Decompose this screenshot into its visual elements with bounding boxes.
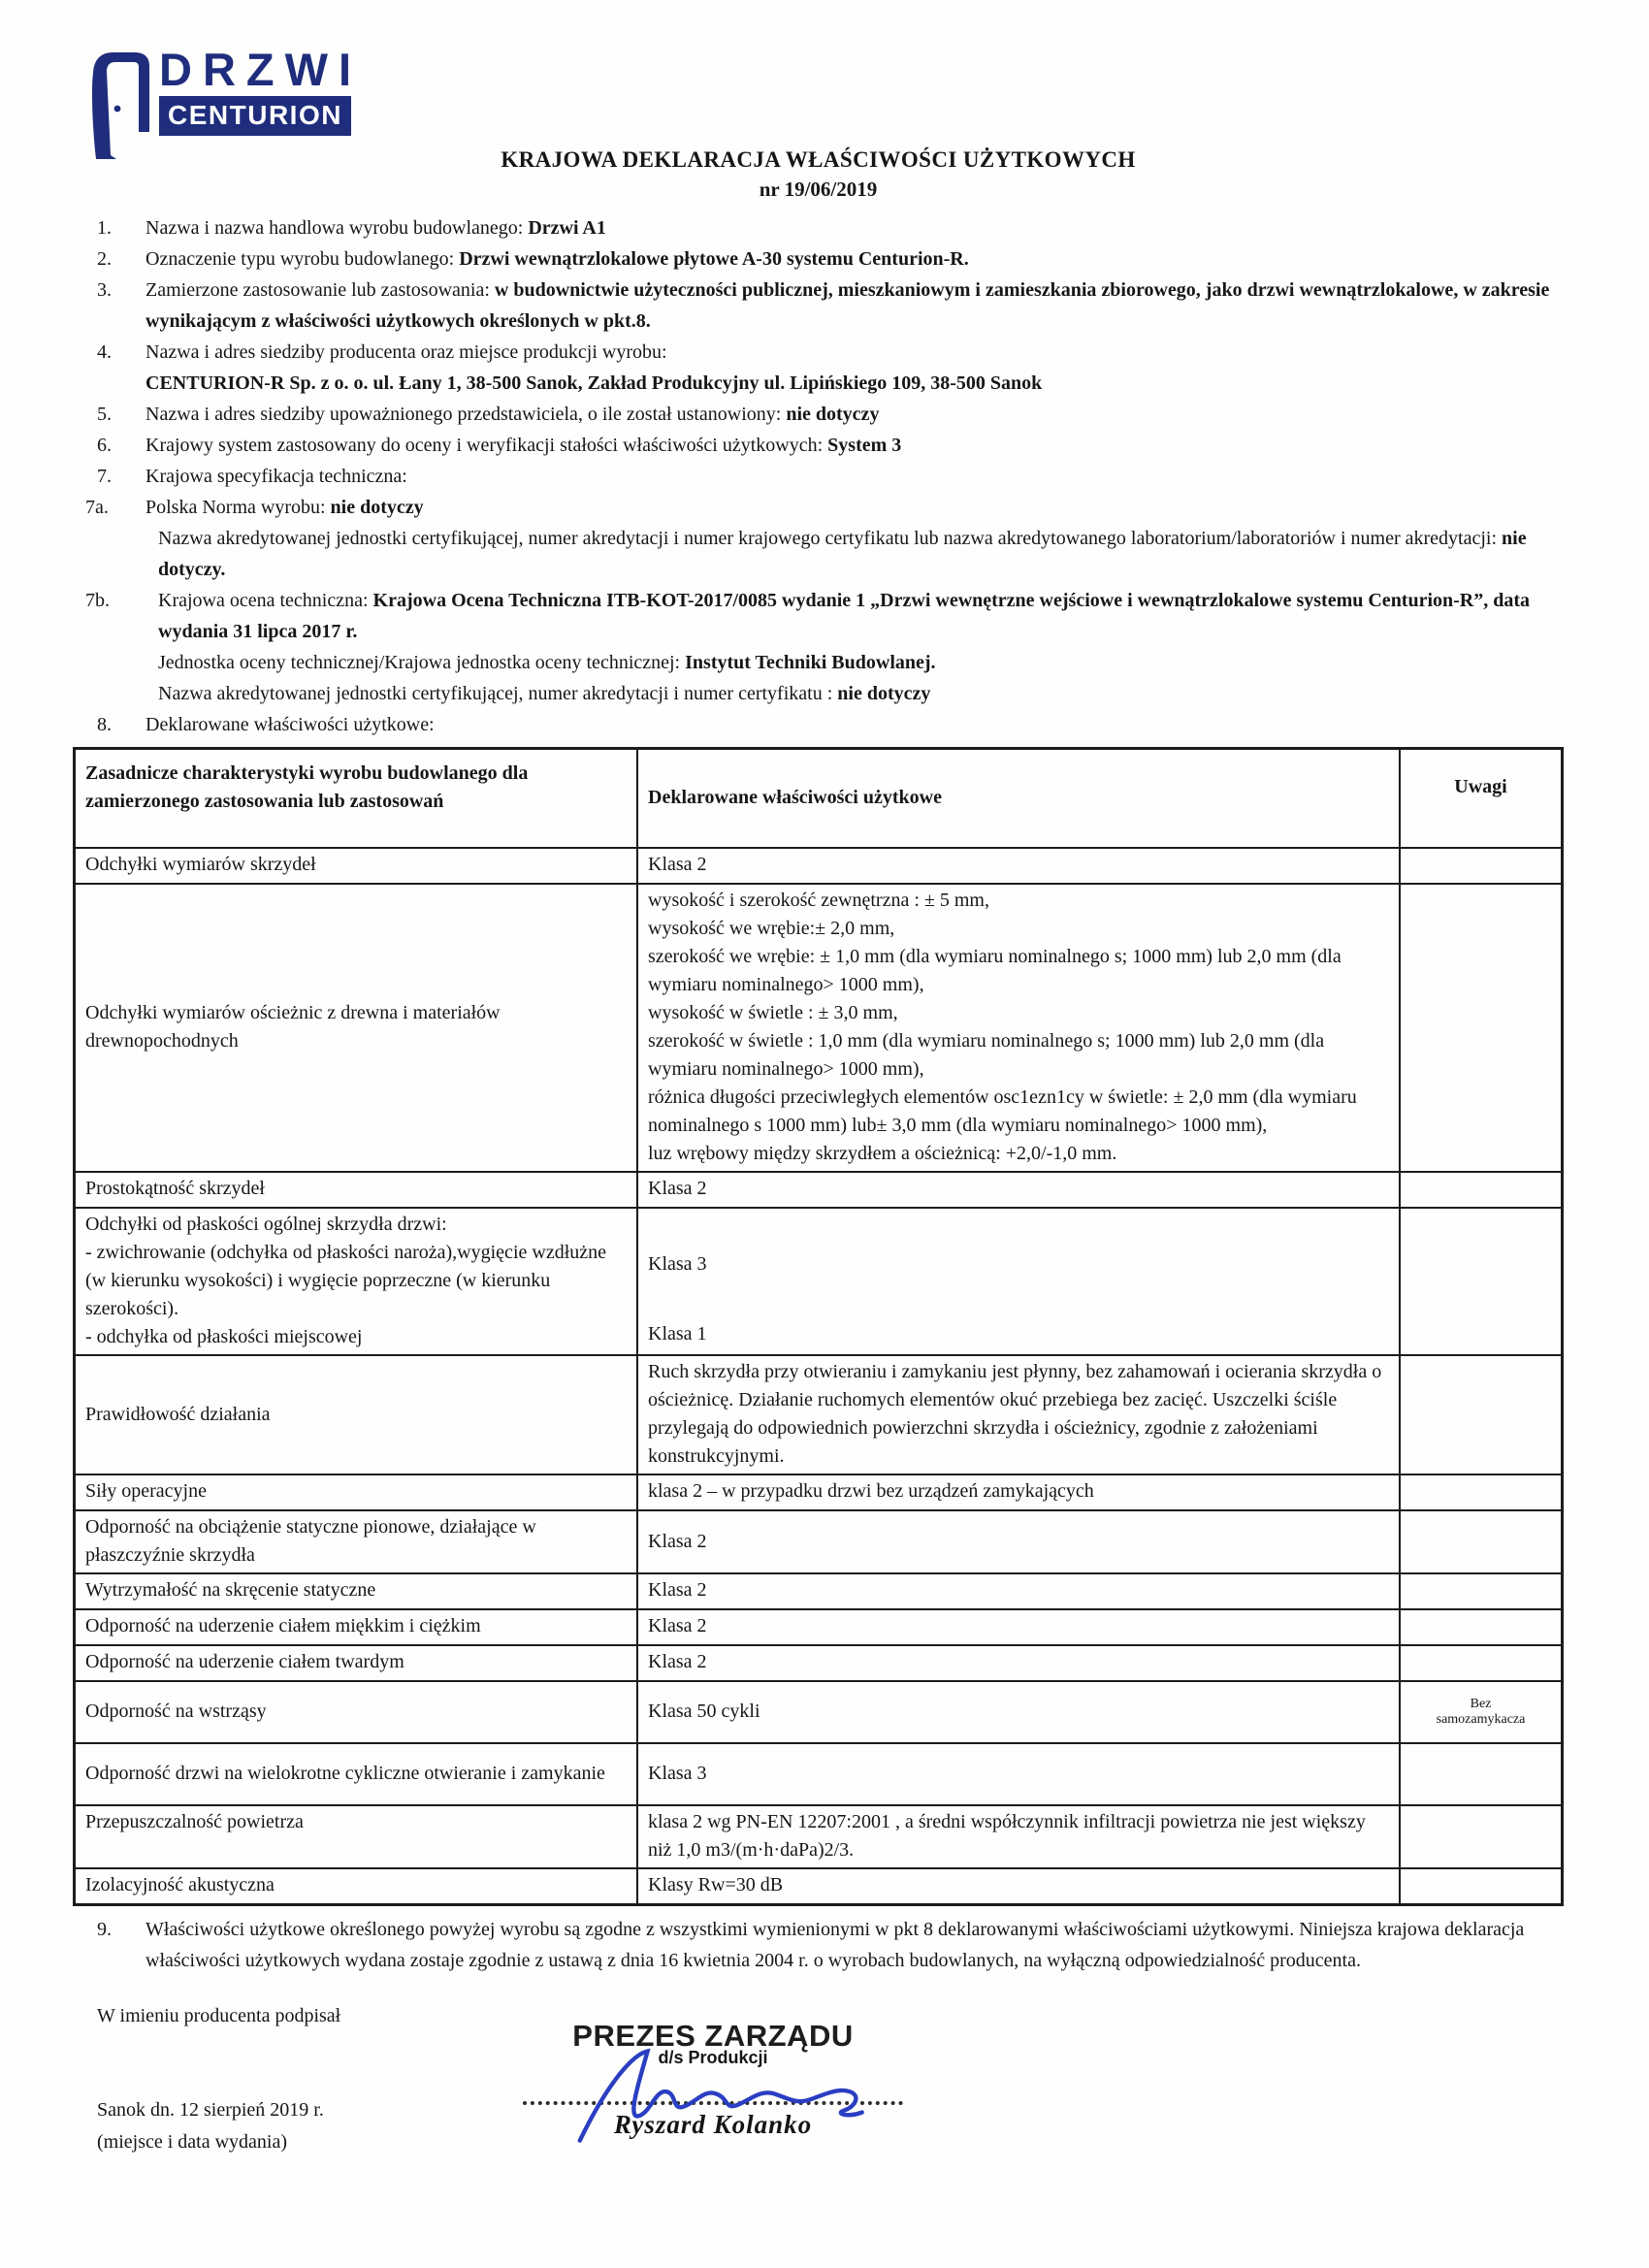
list-item	[73, 212, 1564, 243]
list-item-text: Zamierzone zastosowanie lub zastosowania:	[146, 279, 495, 301]
table-cell-declared: klasa 2 wg PN-EN 12207:2001 , a średni współczynnik infiltracji powietrza nie jest większy niż 1,0 m3/(m·h·daPa)2/3.	[636, 1806, 1399, 1867]
table-cell-remarks	[1399, 1356, 1561, 1474]
table-cell-declared: Klasa 3 Klasa 1	[636, 1209, 1399, 1354]
table-cell-characteristic: Odchyłki od płaskości ogólnej skrzydła drzwi: - zwichrowanie (odchyłka od płaskości naroża),wygięcie wzdłużne (w kierunku wysokości) i wygięcie poprzeczne (w kierunku szerokości). - odchyłka od płaskości miejscowej	[85, 1214, 607, 1347]
list-item-number: 8.	[97, 714, 112, 735]
list-item	[73, 585, 1564, 647]
table-cell-remarks	[1399, 1869, 1561, 1903]
list-item	[73, 678, 1564, 709]
list-item	[73, 243, 1564, 275]
table-cell-remarks	[1399, 1574, 1561, 1608]
list-item-text: Instytut Techniki Budowlanej.	[685, 652, 936, 673]
table-cell-declared: Klasa 2	[636, 1610, 1399, 1644]
table-cell-remarks	[1399, 1744, 1561, 1804]
list-item	[73, 492, 1564, 523]
table-cell-characteristic: Prawidłowość działania	[85, 1403, 271, 1425]
table-cell-characteristic: Siły operacyjne	[85, 1480, 207, 1502]
door-logo-icon	[89, 47, 151, 161]
list-item-number: 4.	[97, 341, 112, 363]
table-cell-characteristic: Odporność na obciążenie statyczne pionowe, działające w płaszczyźnie skrzydła	[85, 1516, 536, 1566]
table-header-characteristics: Zasadnicze charakterystyki wyrobu budowlanego dla zamierzonego zastosowania lub zastosowań	[85, 762, 529, 812]
table-cell-characteristic: Odchyłki wymiarów ościeżnic z drewna i materiałów drewnopochodnych	[85, 1002, 501, 1052]
list-item-number: 3.	[97, 279, 112, 301]
table-cell-characteristic: Izolacyjność akustyczna	[85, 1874, 275, 1895]
logo-text-centurion: CENTURION	[159, 96, 351, 136]
table-row	[76, 1680, 1561, 1742]
table-header-remarks: Uwagi	[1399, 750, 1561, 847]
stamp-title: PREZES ZARZĄDU	[572, 2019, 854, 2053]
table-cell-characteristic: Odporność na uderzenie ciałem miękkim i ciężkim	[85, 1615, 481, 1636]
list-item	[73, 461, 1564, 492]
list-item	[73, 709, 1564, 740]
list-item	[73, 399, 1564, 430]
list-item-text: Deklarowane właściwości użytkowe:	[146, 714, 435, 735]
table-row	[76, 847, 1561, 883]
list-item	[73, 430, 1564, 461]
list-item-number: 7b.	[85, 590, 110, 611]
table-header-declared: Deklarowane właściwości użytkowe	[636, 750, 1399, 847]
list-item-number: 7.	[97, 466, 112, 487]
table-cell-remarks	[1399, 1646, 1561, 1680]
list-item-text: Nazwa akredytowanej jednostki certyfikującej, numer akredytacji i numer certyfikatu :	[158, 683, 838, 704]
list-item	[73, 647, 1564, 678]
list-item-number: 1.	[97, 217, 112, 239]
list-item	[73, 368, 1564, 399]
table-cell-characteristic: Wytrzymałość na skręcenie statyczne	[85, 1579, 376, 1601]
list-item-number: 9.	[97, 1919, 112, 1940]
table-row	[76, 1207, 1561, 1354]
table-row	[76, 1867, 1561, 1903]
signature-section	[73, 2005, 1564, 2248]
table-cell-characteristic: Prostokątność skrzydeł	[85, 1178, 265, 1199]
table-row	[76, 1572, 1561, 1608]
list-item-text: Oznaczenie typu wyrobu budowlanego:	[146, 248, 460, 270]
list-item	[73, 275, 1564, 337]
table-cell-characteristic: Odporność na uderzenie ciałem twardym	[85, 1651, 404, 1672]
list-item-number: 2.	[97, 248, 112, 270]
table-cell-remarks	[1399, 1173, 1561, 1207]
signer-name: Ryszard Kolanko	[613, 2110, 813, 2139]
table-cell-declared: Klasa 2	[636, 1574, 1399, 1608]
list-item-text: Krajowy system zastosowany do oceny i weryfikacji stałości właściwości użytkowych:	[146, 435, 828, 456]
table-cell-declared: klasa 2 – w przypadku drzwi bez urządzeń zamykających	[636, 1475, 1399, 1509]
table-cell-remarks	[1399, 885, 1561, 1171]
list-item-text: Krajowa Ocena Techniczna ITB-KOT-2017/0085 wydanie 1 „Drzwi wewnętrzne wejściowe i wewnątrzlokalowe systemu Centurion-R”, data wydania 31 lipca 2017 r.	[158, 590, 1531, 642]
performance-table	[73, 747, 1564, 1906]
list-item-text: Nazwa i adres siedziby upoważnionego przedstawiciela, o ile został ustanowiony:	[146, 404, 787, 425]
list-item-text: Właściwości użytkowe określonego powyżej wyrobu są zgodne z wszystkimi wymienionymi w pkt 8 deklarowanymi właściwościami użytkowymi. Niniejsza krajowa deklaracja właściwości użytkowych wydana zostaje zgodnie z ustawą z dnia 16 kwietnia 2004 r. o wyrobach budowlanych, na wyłączną odpowiedzialność producenta.	[146, 1919, 1525, 1971]
table-row	[76, 883, 1561, 1171]
signature-line	[523, 2101, 903, 2105]
list-item-text: Nazwa i nazwa handlowa wyrobu budowlanego:	[146, 217, 529, 239]
table-cell-remarks	[1399, 1209, 1561, 1354]
document-title: KRAJOWA DEKLARACJA WŁAŚCIWOŚCI UŻYTKOWYCH	[501, 147, 1136, 172]
table-cell-remarks	[1399, 1610, 1561, 1644]
list-item-text: nie dotyczy	[330, 497, 424, 518]
list-item-number: 7a.	[85, 497, 109, 518]
table-cell-declared: Klasa 50 cykli	[636, 1682, 1399, 1742]
stamp-subtitle: d/s Produkcji	[658, 2048, 768, 2067]
table-header-row	[76, 750, 1561, 847]
table-cell-remarks	[1399, 1511, 1561, 1572]
list-item	[73, 523, 1564, 585]
list-item-text: nie dotyczy	[837, 683, 931, 704]
logo-text-drzwi: DRZWI	[159, 44, 363, 95]
table-row	[76, 1509, 1561, 1572]
table-row	[76, 1804, 1561, 1867]
table-cell-remarks: Bez samozamykacza	[1399, 1682, 1561, 1742]
document-title-block	[73, 147, 1564, 202]
list-item-text: CENTURION-R Sp. z o. o. ul. Łany 1, 38-500 Sanok, Zakład Produkcyjny ul. Lipińskiego 109, 38-500 Sanok	[146, 373, 1043, 394]
table-cell-characteristic: Odchyłki wymiarów skrzydeł	[85, 854, 316, 875]
table-row	[76, 1644, 1561, 1680]
list-item-text: Nazwa i adres siedziby producenta oraz miejsce produkcji wyrobu:	[146, 341, 667, 363]
list-item-text: Drzwi wewnątrzlokalowe płytowe A-30 systemu Centurion-R.	[459, 248, 969, 270]
table-cell-declared: Klasy Rw=30 dB	[636, 1869, 1399, 1903]
document-number: nr 19/06/2019	[759, 178, 878, 201]
list-item-text: System 3	[827, 435, 902, 456]
table-cell-declared: Klasa 2	[636, 1173, 1399, 1207]
table-row	[76, 1608, 1561, 1644]
place-date: Sanok dn. 12 sierpień 2019 r.	[97, 2099, 324, 2121]
signed-by-label: W imieniu producenta podpisał	[97, 2005, 341, 2026]
list-item-text: nie dotyczy.	[158, 528, 1527, 580]
list-item-number: 6.	[97, 435, 112, 456]
table-cell-declared: Klasa 2	[636, 1511, 1399, 1572]
list-item-text: nie dotyczy	[786, 404, 880, 425]
table-row	[76, 1742, 1561, 1804]
list-item-9	[73, 1914, 1564, 1976]
table-cell-characteristic: Odporność drzwi na wielokrotne cykliczne otwieranie i zamykanie	[85, 1763, 605, 1784]
place-date-caption: (miejsce i data wydania)	[97, 2131, 288, 2153]
list-item-text: Polska Norma wyrobu:	[146, 497, 331, 518]
table-row	[76, 1474, 1561, 1509]
list-item-text: Krajowa specyfikacja techniczna:	[146, 466, 407, 487]
table-row	[76, 1354, 1561, 1474]
table-cell-declared: Klasa 2	[636, 849, 1399, 883]
table-cell-declared: wysokość i szerokość zewnętrzna : ± 5 mm, wysokość we wrębie:± 2,0 mm, szerokość we wrębie: ± 1,0 mm (dla wymiaru nominalnego s; 1000 mm) lub 2,0 mm (dla wymiaru nominalnego> 1000 mm), wysokość w świetle : ± 3,0 mm, szerokość w świetle : 1,0 mm (dla wymiaru nominalnego s; 1000 mm) lub 2,0 mm (dla wymiaru nominalnego> 1000 mm), różnica długości przeciwległych elementów osc1ezn1cy w świetle: ± 2,0 mm (dla wymiaru nominalnego s 1000 mm) lub± 3,0 mm (dla wymiaru nominalnego> 1000 mm), luz wrębowy między skrzydłem a ościeżnicą: +2,0/-1,0 mm.	[636, 885, 1399, 1171]
list-item-text: Krajowa ocena techniczna:	[158, 590, 373, 611]
list-item-text: Nazwa akredytowanej jednostki certyfikującej, numer akredytacji i numer krajowego certyfikatu lub nazwa akredytowanego laboratorium/laboratoriów i numer akredytacji:	[158, 528, 1503, 549]
list-item-text: Drzwi A1	[528, 217, 606, 239]
list-item-number: 5.	[97, 404, 112, 425]
table-cell-characteristic: Przepuszczalność powietrza	[85, 1811, 304, 1832]
list-item-text: Jednostka oceny technicznej/Krajowa jednostka oceny technicznej:	[158, 652, 686, 673]
list-item-text: w budownictwie użyteczności publicznej, mieszkaniowym i zamieszkania zbiorowego, jako drzwi wewnątrzlokalowe, w zakresie wynikającym z właściwości użytkowych określonych w pkt.8.	[146, 279, 1550, 332]
numbered-list	[73, 212, 1564, 740]
company-logo	[89, 44, 363, 161]
table-cell-remarks	[1399, 1806, 1561, 1867]
place-date-block	[97, 2094, 324, 2158]
signature-block	[504, 2021, 922, 2140]
table-cell-characteristic: Odporność na wstrząsy	[85, 1701, 267, 1722]
table-cell-declared: Klasa 3	[636, 1744, 1399, 1804]
table-cell-declared: Ruch skrzydła przy otwieraniu i zamykaniu jest płynny, bez zahamowań i ocierania skrzydła o ościeżnicę. Działanie ruchomych elementów okuć przebiega bez zacięć. Uszczelki ściśle przylegają do odpowiednich powierzchni skrzydła i ościeżnicy, zgodnie z założeniami konstrukcyjnymi.	[636, 1356, 1399, 1474]
list-item	[73, 337, 1564, 368]
table-cell-declared: Klasa 2	[636, 1646, 1399, 1680]
table-row	[76, 1171, 1561, 1207]
document-body	[73, 212, 1564, 2248]
table-cell-remarks	[1399, 849, 1561, 883]
table-cell-remarks	[1399, 1475, 1561, 1509]
